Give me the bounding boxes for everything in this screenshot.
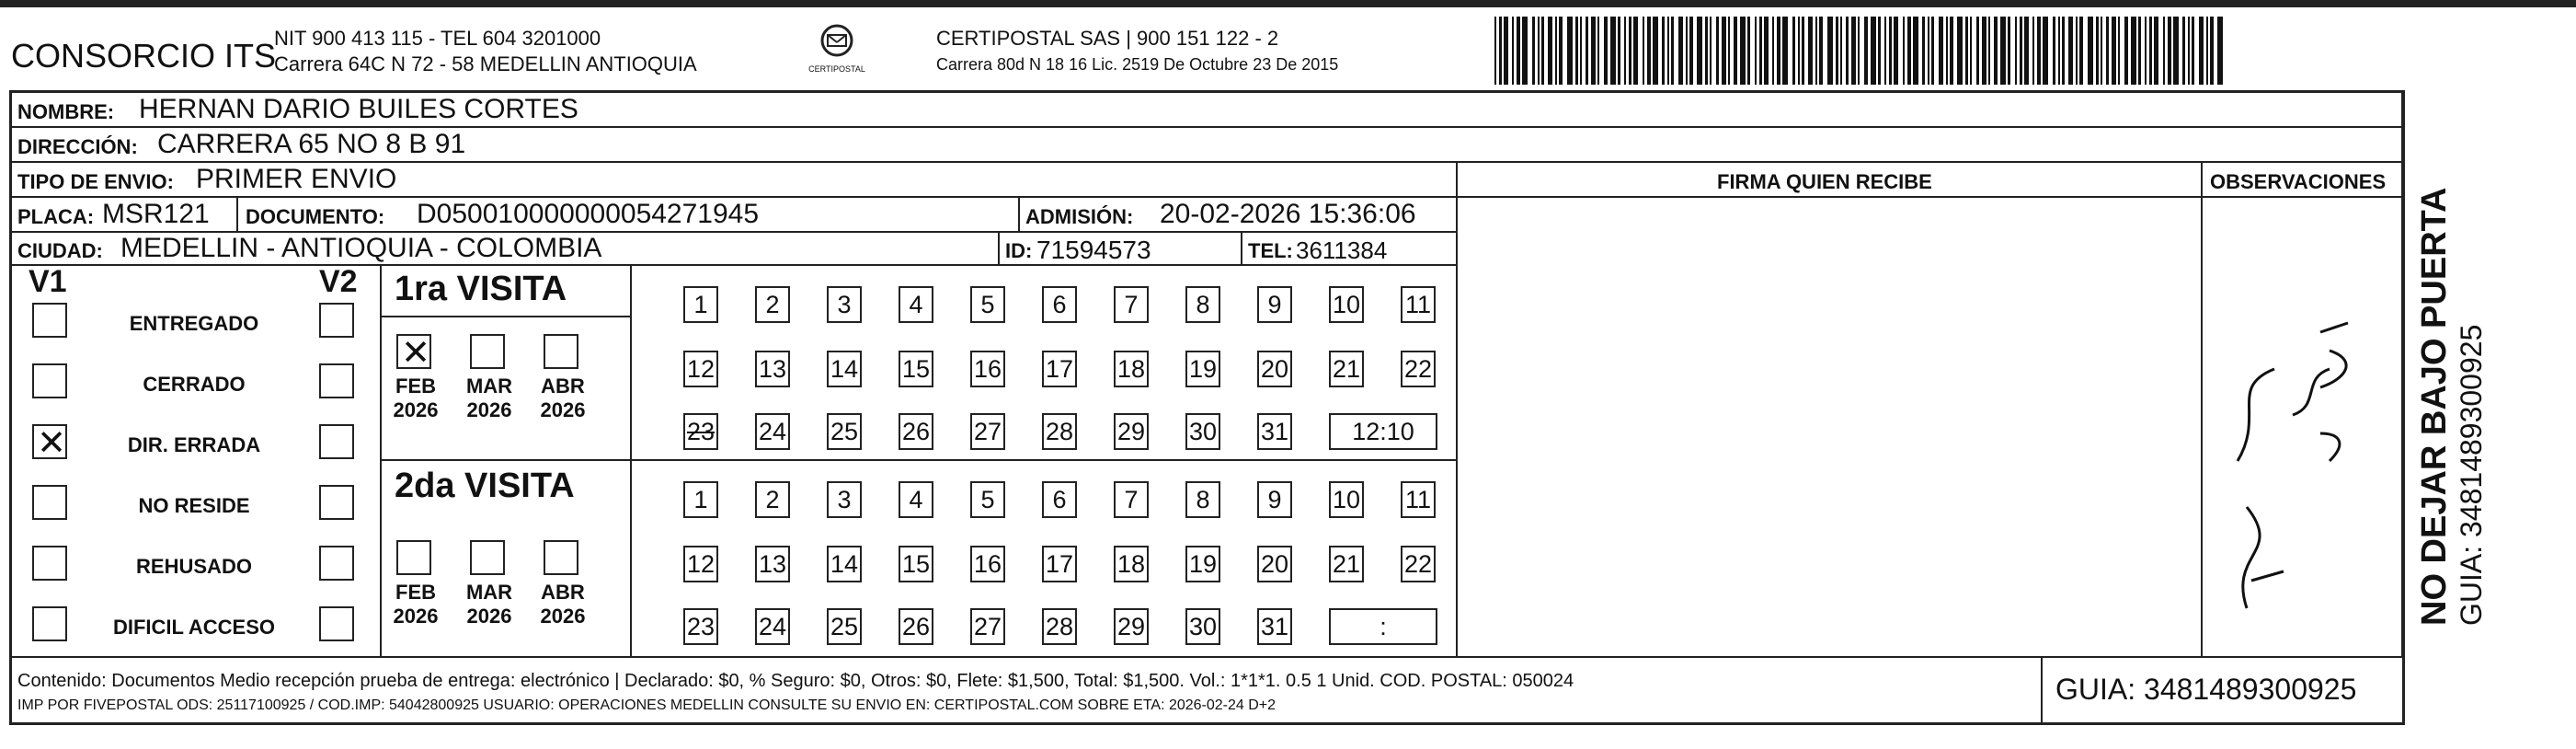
day-checkbox[interactable]: 16 <box>970 546 1005 582</box>
company-info <box>274 26 697 77</box>
second-visit-title: 2da VISITA <box>395 467 575 505</box>
row-nombre <box>12 93 2402 128</box>
divider <box>382 316 630 317</box>
day-checkbox[interactable]: 3 <box>827 286 862 323</box>
status-label: REHUSADO <box>136 555 252 578</box>
day-checkbox[interactable]: 12 <box>683 351 718 387</box>
day-checkbox[interactable]: 25 <box>827 608 862 645</box>
divider <box>2201 163 2203 656</box>
day-checkbox[interactable]: 27 <box>970 413 1005 450</box>
day-checkbox[interactable]: 8 <box>1185 286 1220 323</box>
second-visit <box>382 461 1456 656</box>
check-mark-icon: ✕ <box>401 334 430 373</box>
day-checkbox[interactable]: 28 <box>1042 413 1077 450</box>
status-panel <box>12 266 382 656</box>
day-checkbox[interactable]: 20 <box>1257 351 1292 387</box>
day-checkbox[interactable]: 31 <box>1257 413 1292 450</box>
v1-checkbox[interactable] <box>32 606 67 641</box>
direccion-value: CARRERA 65 NO 8 B 91 <box>157 129 466 159</box>
first-visit <box>382 266 1456 461</box>
divider <box>12 656 2402 658</box>
day-checkbox[interactable]: 3 <box>827 481 862 518</box>
day-checkbox[interactable]: 22 <box>1401 351 1436 387</box>
top-border <box>0 0 2576 7</box>
company-name: CONSORCIO ITS <box>11 37 277 75</box>
company-nit: NIT 900 413 115 - TEL 604 3201000 <box>274 27 601 50</box>
v2-checkbox[interactable] <box>319 485 354 520</box>
logo-text: CERTIPOSTAL <box>808 64 865 74</box>
certipostal-nit: CERTIPOSTAL SAS | 900 151 122 - 2 <box>936 27 1279 50</box>
v2-checkbox[interactable] <box>319 303 354 338</box>
day-checkbox[interactable]: 30 <box>1185 608 1220 645</box>
day-checkbox[interactable]: 23 <box>683 413 718 450</box>
divider <box>1456 163 1458 656</box>
day-checkbox[interactable]: 7 <box>1114 286 1149 323</box>
day-checkbox[interactable]: 30 <box>1185 413 1220 450</box>
id-label: ID: <box>1005 239 1033 262</box>
side-warning <box>2415 188 2489 626</box>
day-checkbox[interactable]: 4 <box>899 286 933 323</box>
day-checkbox[interactable]: 4 <box>899 481 933 518</box>
day-checkbox[interactable]: 18 <box>1114 351 1149 387</box>
status-label: ENTREGADO <box>129 312 259 335</box>
tel-label: TEL: <box>1248 239 1293 262</box>
day-checkbox[interactable]: 2 <box>755 286 790 323</box>
tipo-label: TIPO DE ENVIO: <box>17 170 174 193</box>
divider <box>2401 93 2403 656</box>
second-visit-months <box>382 461 632 656</box>
v2-checkbox[interactable] <box>319 546 354 581</box>
month-label: ABR 2026 <box>540 581 586 628</box>
v1-checkbox[interactable] <box>32 303 67 338</box>
day-checkbox[interactable]: 20 <box>1257 546 1292 582</box>
admision-label: ADMISIÓN: <box>1025 205 1134 228</box>
tipo-value: PRIMER ENVIO <box>196 164 397 194</box>
row-direccion <box>12 128 2402 163</box>
documento-value: D050010000000054271945 <box>417 199 760 229</box>
day-checkbox[interactable]: 5 <box>970 481 1005 518</box>
day-checkbox[interactable]: 29 <box>1114 608 1149 645</box>
month-checkbox[interactable] <box>470 540 505 575</box>
first-visit-title: 1ra VISITA <box>395 270 567 308</box>
v2-label: V2 <box>319 264 358 299</box>
day-checkbox[interactable]: 11 <box>1401 286 1436 323</box>
day-checkbox[interactable]: 19 <box>1185 546 1220 582</box>
day-checkbox[interactable]: 29 <box>1114 413 1149 450</box>
month-label: MAR 2026 <box>465 581 513 628</box>
delivery-form <box>9 90 2405 725</box>
day-checkbox[interactable]: 15 <box>899 546 933 582</box>
day-checkbox[interactable]: 24 <box>755 413 790 450</box>
day-checkbox[interactable]: 24 <box>755 608 790 645</box>
row-ciudad <box>12 233 1456 266</box>
divider <box>2041 656 2043 725</box>
v2-checkbox[interactable] <box>319 606 354 641</box>
day-checkbox[interactable]: 16 <box>970 351 1005 387</box>
certipostal-license: Carrera 80d N 18 16 Lic. 2519 De Octubre 23 De 2015 <box>936 55 1339 74</box>
month-checkbox[interactable] <box>470 334 505 369</box>
day-checkbox[interactable]: 17 <box>1042 351 1077 387</box>
direccion-label: DIRECCIÓN: <box>17 135 138 158</box>
day-checkbox[interactable]: 18 <box>1114 546 1149 582</box>
time-field[interactable]: 12:10 <box>1329 413 1437 450</box>
placa-value: MSR121 <box>102 199 210 229</box>
day-checkbox[interactable]: 28 <box>1042 608 1077 645</box>
day-checkbox[interactable]: 21 <box>1329 546 1364 582</box>
day-checkbox[interactable]: 22 <box>1401 546 1436 582</box>
side-guia: GUIA: 3481489300925 <box>2455 324 2488 626</box>
day-checkbox[interactable]: 6 <box>1042 481 1077 518</box>
ciudad-value: MEDELLIN - ANTIOQUIA - COLOMBIA <box>120 233 602 263</box>
footer-guia: GUIA: 3481489300925 <box>2055 673 2357 706</box>
ciudad-label: CIUDAD: <box>17 239 103 262</box>
v1-checkbox[interactable] <box>32 546 67 581</box>
footer-imp: IMP POR FIVEPOSTAL ODS: 25117100925 / COD.IMP: 54042800925 USUARIO: OPERACIONES MEDELLIN CONSULTE SU ENVIO EN: CERTIPOSTAL.COM SOBRE ETA: 2026-02-24 D+2 <box>17 697 1277 713</box>
nombre-value: HERNAN DARIO BUILES CORTES <box>139 94 578 124</box>
divider <box>1241 233 1242 264</box>
day-checkbox[interactable]: 27 <box>970 608 1005 645</box>
documento-label: DOCUMENTO: <box>246 205 385 228</box>
v1-label: V1 <box>29 264 67 299</box>
day-checkbox[interactable]: 9 <box>1257 286 1292 323</box>
footer-contenido: Contenido: Documentos Medio recepción prueba de entrega: electrónico | Declarado: $0, % Seguro: $0, Otros: $0, Flete: $1,500, Total: $1,500. Vol.: 1*1*1. 0.5 1 Unid. COD. POSTAL: 050024 <box>17 671 1574 691</box>
status-label: DIFICIL ACCESO <box>112 616 275 639</box>
month-checkbox[interactable] <box>396 540 431 575</box>
day-checkbox[interactable]: 13 <box>755 351 790 387</box>
divider <box>1018 198 1020 231</box>
company-address: Carrera 64C N 72 - 58 MEDELLIN ANTIOQUIA <box>274 52 697 75</box>
day-checkbox[interactable]: 25 <box>827 413 862 450</box>
day-checkbox[interactable]: 7 <box>1114 481 1149 518</box>
side-title: NO DEJAR BAJO PUERTA <box>2415 187 2454 626</box>
day-checkbox[interactable]: 10 <box>1329 481 1364 518</box>
row-placa <box>12 198 1456 233</box>
observaciones-header: OBSERVACIONES <box>2210 170 2387 193</box>
month-checkbox[interactable] <box>544 540 578 575</box>
day-checkbox[interactable]: 26 <box>899 413 933 450</box>
day-checkbox[interactable]: 13 <box>755 546 790 582</box>
month-checkbox[interactable] <box>396 334 431 373</box>
handwritten-signature <box>2210 277 2376 645</box>
day-checkbox[interactable]: 2 <box>755 481 790 518</box>
barcode <box>1494 17 2226 85</box>
certipostal-info <box>936 26 1338 77</box>
v2-checkbox[interactable] <box>319 424 354 459</box>
first-visit-months <box>382 266 632 459</box>
day-checkbox[interactable]: 9 <box>1257 481 1292 518</box>
month-label: ABR 2026 <box>540 374 586 421</box>
v1-checkbox[interactable] <box>32 424 67 463</box>
v2-checkbox[interactable] <box>319 363 354 398</box>
day-checkbox[interactable]: 21 <box>1329 351 1364 387</box>
admision-value: 20-02-2026 15:36:06 <box>1160 199 1416 229</box>
divider <box>998 233 1000 264</box>
day-checkbox[interactable]: 14 <box>827 351 862 387</box>
day-checkbox[interactable]: 1 <box>683 286 718 323</box>
tel-value: 3611384 <box>1296 236 1388 264</box>
day-checkbox[interactable]: 31 <box>1257 608 1292 645</box>
month-label: MAR 2026 <box>465 374 513 421</box>
row-tipo <box>12 163 2402 198</box>
day-checkbox[interactable]: 17 <box>1042 546 1077 582</box>
day-checkbox[interactable]: 12 <box>683 546 718 582</box>
id-value: 71594573 <box>1036 236 1151 264</box>
day-checkbox[interactable]: 19 <box>1185 351 1220 387</box>
day-checkbox[interactable]: 1 <box>683 481 718 518</box>
day-checkbox[interactable]: 23 <box>683 608 718 645</box>
nombre-label: NOMBRE: <box>17 100 115 123</box>
check-mark-icon: ✕ <box>37 424 66 463</box>
status-label: NO RESIDE <box>138 494 250 517</box>
v1-checkbox[interactable] <box>32 363 67 398</box>
day-checkbox[interactable]: 14 <box>827 546 862 582</box>
day-checkbox[interactable]: 11 <box>1401 481 1436 518</box>
day-checkbox[interactable]: 5 <box>970 286 1005 323</box>
day-checkbox[interactable]: 6 <box>1042 286 1077 323</box>
time-field[interactable]: : <box>1329 608 1437 645</box>
month-label: FEB 2026 <box>393 374 439 421</box>
day-checkbox[interactable]: 8 <box>1185 481 1220 518</box>
month-label: FEB 2026 <box>393 581 439 628</box>
divider <box>236 198 238 231</box>
day-checkbox[interactable]: 15 <box>899 351 933 387</box>
status-label: DIR. ERRADA <box>127 433 261 456</box>
day-checkbox[interactable]: 26 <box>899 608 933 645</box>
day-checkbox[interactable]: 10 <box>1329 286 1364 323</box>
month-checkbox[interactable] <box>544 334 578 369</box>
v1-checkbox[interactable] <box>32 485 67 520</box>
firma-header: FIRMA QUIEN RECIBE <box>1717 170 1932 193</box>
placa-label: PLACA: <box>17 205 95 228</box>
status-label: CERRADO <box>143 373 246 396</box>
